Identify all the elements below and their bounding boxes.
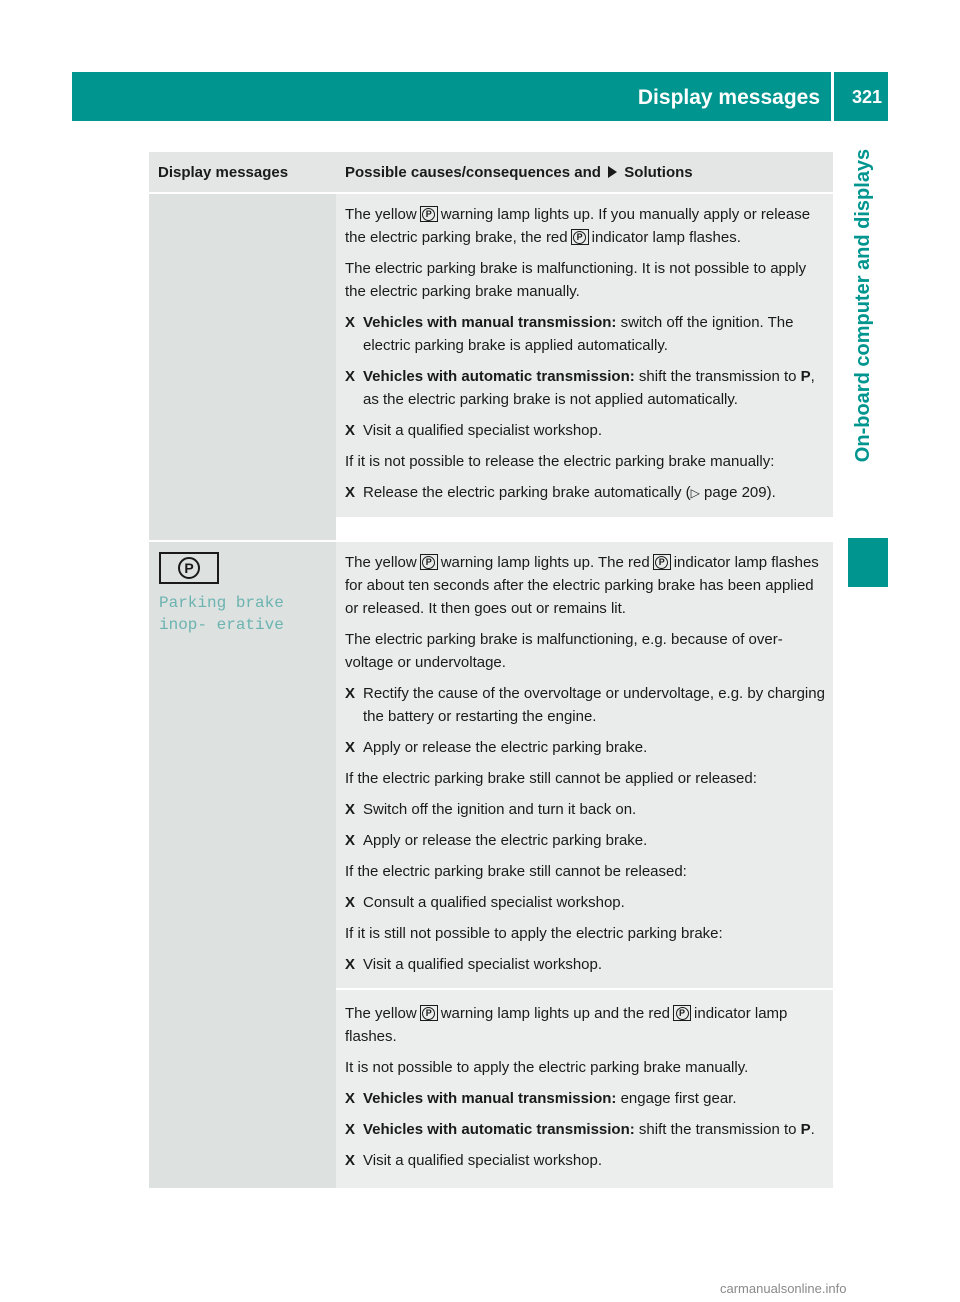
step-marker-icon: X xyxy=(345,368,356,385)
paragraph: If the electric parking brake still cannot be applied or released: xyxy=(345,770,757,787)
step-item: X Apply or release the electric parking brake. xyxy=(345,736,827,759)
step-item: X Visit a qualified specialist workshop. xyxy=(345,1149,827,1172)
parking-brake-icon xyxy=(653,554,671,570)
header-bar xyxy=(72,72,888,121)
parking-brake-icon xyxy=(420,554,438,570)
step-marker-icon: X xyxy=(345,1090,356,1107)
step-marker-icon: X xyxy=(345,801,356,818)
paragraph: If it is not possible to release the electric parking brake manually: xyxy=(345,453,775,470)
section-tab-marker xyxy=(848,538,888,587)
step-marker-icon: X xyxy=(345,739,356,756)
step-marker-icon: X xyxy=(345,422,356,439)
message-cell xyxy=(149,194,336,540)
play-arrow-icon xyxy=(608,166,617,178)
display-message-text: Parking brake inop‐ erative xyxy=(159,594,284,634)
step-item: X Switch off the ignition and turn it back on. xyxy=(345,798,827,821)
parking-brake-icon xyxy=(673,1005,691,1021)
solution-block xyxy=(336,194,833,517)
col-header-display-messages: Display messages xyxy=(158,164,289,181)
table-row xyxy=(149,194,833,540)
col-header-solutions: Possible causes/consequences and Solutions xyxy=(345,164,693,181)
watermark-link[interactable]: carmanualsonline.info xyxy=(720,1281,847,1296)
parking-brake-icon: P xyxy=(159,552,219,584)
step-marker-icon: X xyxy=(345,685,356,702)
table-row xyxy=(149,542,833,1188)
page-title: Display messages xyxy=(637,86,820,109)
page-number: 321 xyxy=(851,87,882,107)
step-marker-icon: X xyxy=(345,1121,356,1138)
paragraph: The yellowP warning lamp lights up and the redP indicator lamp flashes. xyxy=(345,1002,827,1048)
paragraph: The yellowP warning lamp lights up. The redP indicator lamp flashes for about ten seconds after the electric parking brake has been applied or released. It then goes out or remains lit. xyxy=(345,551,827,620)
paragraph: The electric parking brake is malfunctioning, e.g. because of over‐ voltage or undervoltage. xyxy=(345,631,783,671)
table-header xyxy=(149,152,833,192)
paragraph: If the electric parking brake still cannot be released: xyxy=(345,863,687,880)
paragraph: The electric parking brake is malfunctioning. It is not possible to apply the electric parking brake manually. xyxy=(345,260,807,300)
solution-block xyxy=(336,542,833,988)
parking-brake-icon xyxy=(571,229,589,245)
step-marker-icon: X xyxy=(345,314,356,331)
solution-block xyxy=(336,990,833,1188)
step-marker-icon: X xyxy=(345,832,356,849)
step-item: X Vehicles with automatic transmission: shift the transmission to P. xyxy=(345,1118,827,1141)
paragraph: If it is still not possible to apply the electric parking brake: xyxy=(345,925,723,942)
step-marker-icon: X xyxy=(345,956,356,973)
section-side-label xyxy=(841,148,886,462)
parking-brake-icon xyxy=(420,206,438,222)
paragraph: It is not possible to apply the electric parking brake manually. xyxy=(345,1059,749,1076)
step-item: X Vehicles with manual transmission: switch off the ignition. The electric parking brake is applied automatically. xyxy=(345,311,827,357)
step-item: X Rectify the cause of the overvoltage or undervoltage, e.g. by charging the battery or restarting the engine. xyxy=(345,682,827,728)
step-item: X Apply or release the electric parking brake. xyxy=(345,829,827,852)
header-divider xyxy=(831,72,834,121)
display-messages-table xyxy=(149,152,833,1188)
step-item: X Visit a qualified specialist workshop. xyxy=(345,419,827,442)
page-ref-arrow-icon: ▷ xyxy=(690,486,700,500)
step-item: X Vehicles with automatic transmission: shift the transmission to P, as the electric parking brake is not applied automatically. xyxy=(345,365,827,411)
paragraph: The yellowP warning lamp lights up. If you manually apply or release the electric parking brake, the redP indicator lamp flashes. xyxy=(345,203,827,249)
parking-brake-icon xyxy=(420,1005,438,1021)
step-item: X Release the electric parking brake automatically (▷ page 209). xyxy=(345,481,827,505)
section-label-text: On-board computer and displays xyxy=(852,148,875,462)
message-cell xyxy=(149,542,336,1188)
step-marker-icon: X xyxy=(345,1152,356,1169)
step-item: X Vehicles with manual transmission: engage first gear. xyxy=(345,1087,827,1110)
step-item: X Visit a qualified specialist workshop. xyxy=(345,953,827,976)
step-marker-icon: X xyxy=(345,894,356,911)
step-item: X Consult a qualified specialist workshop. xyxy=(345,891,827,914)
step-marker-icon: X xyxy=(345,484,356,501)
